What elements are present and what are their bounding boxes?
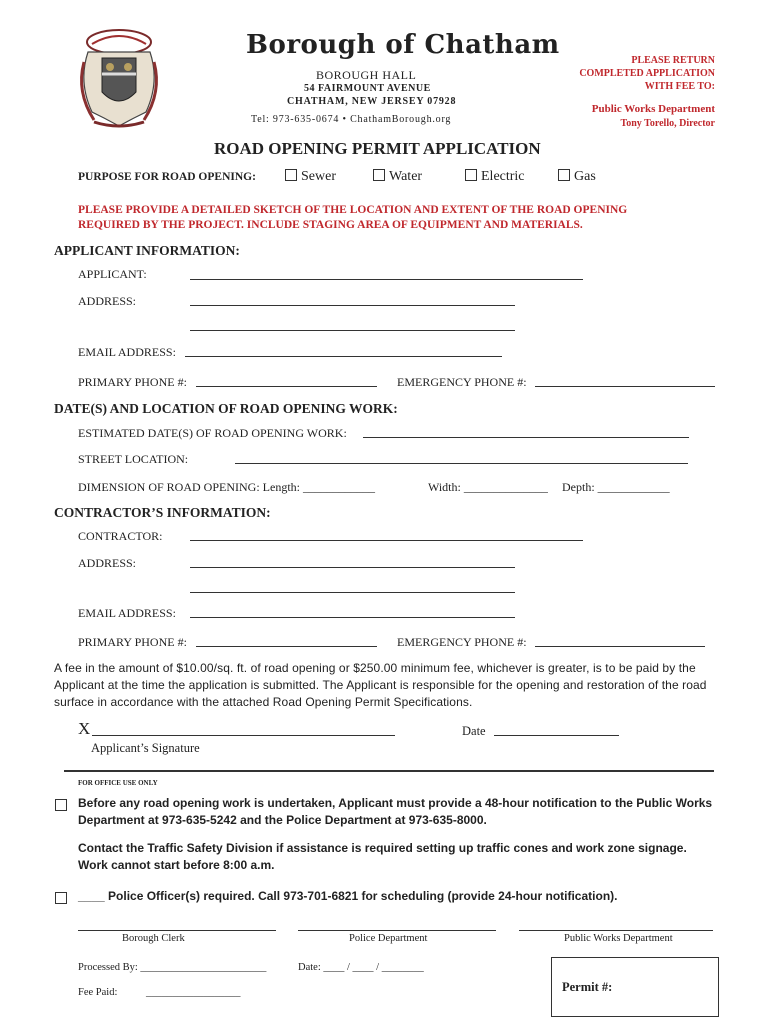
contractor-address-field-1[interactable] (190, 567, 515, 568)
applicant-phone-label: PRIMARY PHONE #: (78, 375, 187, 389)
applicant-address-label: ADDRESS: (78, 294, 137, 308)
applicant-address-field-2[interactable] (190, 330, 515, 331)
contractor-email-label: EMAIL ADDRESS: (78, 606, 176, 620)
pw-dept-label: Public Works Department (564, 933, 673, 944)
fee-paragraph: A fee in the amount of $10.00/sq. ft. of road opening or $250.00 minimum fee, whichever is greater, is to be paid by the Applicant at the time the application is submitted. The Applicant is responsible for the opening and restoration of the road surface in accordance with the attached Road Opening Permit Specifications. (54, 661, 707, 709)
contact-line: Tel: 973-635-0674 • ChathamBorough.org (251, 114, 452, 125)
police-dept-label: Police Department (349, 933, 428, 944)
sketch-note-1: PLEASE PROVIDE A DETAILED SKETCH OF THE LOCATION AND EXTENT OF THE ROAD OPENING (78, 204, 628, 216)
contractor-emergency-label: EMERGENCY PHONE #: (397, 635, 527, 649)
return-director: Tony Torello, Director (620, 118, 715, 129)
police-checkbox[interactable] (55, 890, 71, 908)
police-officer-note: ____ Police Officer(s) required. Call 973-701-6821 for scheduling (provide 24-hour notification). (78, 889, 618, 903)
purpose-water[interactable] (373, 169, 422, 185)
clerk-label: Borough Clerk (122, 933, 185, 944)
contractor-email-field[interactable] (190, 617, 515, 618)
office-date[interactable]: Date: ____ / ____ / ________ (298, 962, 424, 973)
borough-hall: BOROUGH HALL (316, 68, 417, 82)
return-line-2: COMPLETED APPLICATION (579, 68, 715, 79)
applicant-field[interactable] (190, 279, 583, 280)
gas-checkbox[interactable] (558, 169, 570, 181)
pw-sign-line[interactable] (519, 930, 713, 931)
applicant-emergency-label: EMERGENCY PHONE #: (397, 375, 527, 389)
contractor-address-label: ADDRESS: (78, 556, 137, 570)
water-checkbox[interactable] (373, 169, 385, 181)
notice-checkbox[interactable] (55, 797, 71, 815)
purpose-label: PURPOSE FOR ROAD OPENING: (78, 171, 256, 183)
signature-date-field[interactable] (494, 735, 619, 736)
electric-checkbox[interactable] (465, 169, 477, 181)
dimension-length[interactable]: DIMENSION OF ROAD OPENING: Length: ____________ (78, 480, 375, 494)
applicant-email-field[interactable] (185, 356, 502, 357)
borough-seal (74, 22, 164, 130)
signature-x: X (78, 719, 91, 738)
return-line-3: WITH FEE TO: (644, 81, 715, 92)
contractor-label: CONTRACTOR: (78, 529, 163, 543)
office-use-label: FOR OFFICE USE ONLY (78, 779, 158, 787)
dimension-width[interactable]: Width: ______________ (428, 480, 548, 494)
contractor-emergency-field[interactable] (535, 646, 705, 647)
notice-traffic-safety: Contact the Traffic Safety Division if assistance is required setting up traffic cones and work zone signage. Work cannot start before 8:00 a.m. (78, 841, 687, 872)
notice-48-hour: Before any road opening work is undertaken, Applicant must provide a 48-hour notification to the Public Works Department at 973-635-5242 and the Police Department at 973-635-8000. (78, 796, 713, 827)
contractor-phone-field[interactable] (196, 646, 377, 647)
signature-field[interactable] (92, 735, 395, 736)
purpose-sewer[interactable] (285, 169, 336, 185)
fee-paid-label: Fee Paid: (78, 987, 118, 998)
contractor-field[interactable] (190, 540, 583, 541)
office-divider (64, 770, 714, 772)
applicant-phone-field[interactable] (196, 386, 377, 387)
processed-by[interactable]: Processed By: ________________________ (78, 962, 267, 973)
purpose-electric[interactable] (465, 169, 525, 185)
sewer-label: Sewer (301, 169, 336, 184)
clerk-sign-line[interactable] (78, 930, 276, 931)
contractor-section-title: CONTRACTOR’S INFORMATION: (54, 505, 271, 520)
permit-box[interactable] (551, 957, 719, 1017)
street-field[interactable] (235, 463, 688, 464)
work-section-title: DATE(S) AND LOCATION OF ROAD OPENING WORK: (54, 401, 398, 416)
contractor-phone-label: PRIMARY PHONE #: (78, 635, 187, 649)
address-line-1: 54 FAIRMOUNT AVENUE (304, 83, 431, 94)
police-sign-line[interactable] (298, 930, 496, 931)
applicant-section-title: APPLICANT INFORMATION: (54, 243, 240, 258)
signature-date-label: Date (462, 724, 486, 738)
applicant-label: APPLICANT: (78, 267, 147, 281)
electric-label: Electric (481, 169, 525, 184)
street-label: STREET LOCATION: (78, 452, 189, 466)
address-line-2: CHATHAM, NEW JERSEY 07928 (287, 96, 457, 107)
form-title: ROAD OPENING PERMIT APPLICATION (214, 139, 541, 158)
sewer-checkbox[interactable] (285, 169, 297, 181)
purpose-gas[interactable] (558, 169, 596, 185)
fee-paid-field[interactable]: __________________ (146, 987, 241, 998)
sketch-note-2: REQUIRED BY THE PROJECT. INCLUDE STAGING AREA OF EQUIPMENT AND MATERIALS. (78, 219, 583, 231)
water-label: Water (389, 169, 423, 184)
gas-label: Gas (574, 169, 596, 184)
applicant-email-label: EMAIL ADDRESS: (78, 345, 176, 359)
dates-field[interactable] (363, 437, 689, 438)
return-dept: Public Works Department (591, 103, 715, 115)
dimension-depth[interactable]: Depth: ____________ (562, 480, 670, 494)
contractor-address-field-2[interactable] (190, 592, 515, 593)
permit-label: Permit #: (562, 980, 613, 994)
return-line-1: PLEASE RETURN (631, 55, 715, 66)
signature-label: Applicant’s Signature (91, 741, 200, 755)
applicant-address-field-1[interactable] (190, 305, 515, 306)
dates-label: ESTIMATED DATE(S) OF ROAD OPENING WORK: (78, 426, 347, 440)
applicant-emergency-field[interactable] (535, 386, 715, 387)
borough-title: Borough of Chatham (246, 30, 560, 60)
